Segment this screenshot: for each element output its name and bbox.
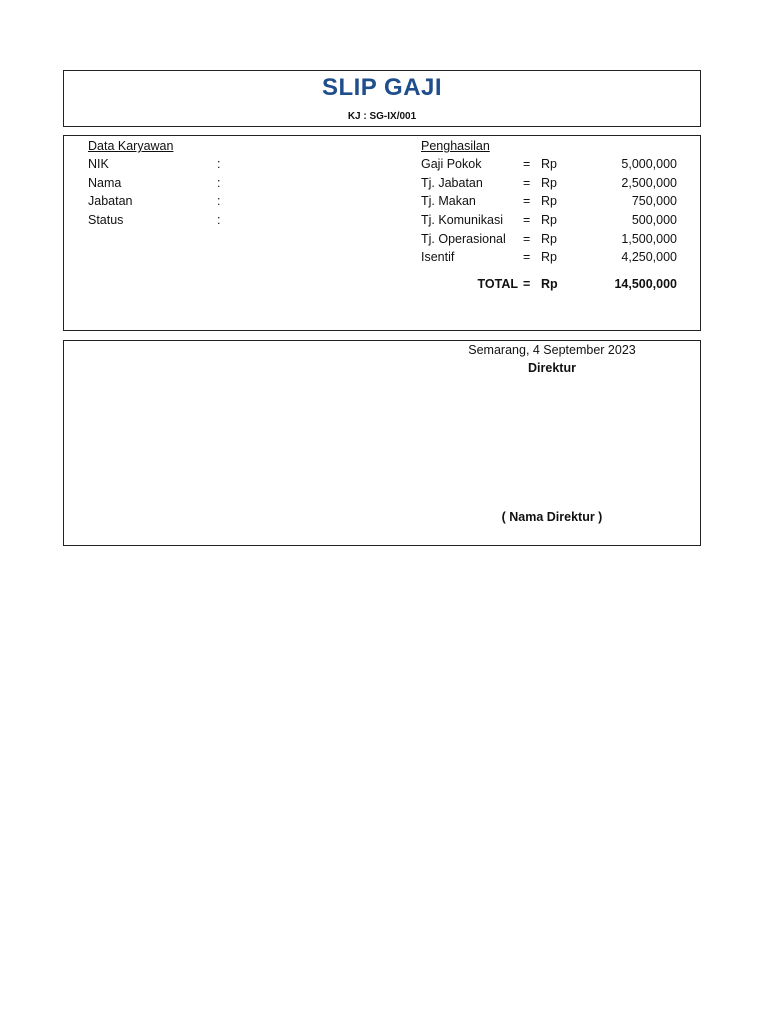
income-item-label: Tj. Operasional (421, 232, 506, 246)
signatory-name: ( Nama Direktur ) (501, 510, 603, 524)
income-item-eq: = (523, 157, 531, 171)
employee-field-separator: : (217, 157, 221, 171)
income-item-currency: Rp (541, 213, 557, 227)
income-item-label: Tj. Jabatan (421, 176, 483, 190)
income-item-currency: Rp (541, 232, 557, 246)
signature-section (63, 340, 701, 546)
employee-field-separator: : (217, 194, 221, 208)
slip-code: KJ : SG-IX/001 (347, 111, 417, 122)
employee-field-label: Status (88, 213, 124, 227)
income-item-amount: 750,000 (631, 194, 677, 208)
total-amount: 14,500,000 (614, 277, 677, 291)
income-item-eq: = (523, 194, 531, 208)
total-eq: = (523, 277, 531, 291)
income-item-eq: = (523, 232, 531, 246)
total-currency: Rp (541, 277, 558, 291)
income-item-eq: = (523, 213, 531, 227)
income-item-label: Tj. Komunikasi (421, 213, 503, 227)
income-item-amount: 2,500,000 (621, 176, 677, 190)
signatory-role: Direktur (528, 361, 576, 375)
employee-heading: Data Karyawan (88, 139, 174, 153)
place-date: Semarang, 4 September 2023 (468, 343, 636, 357)
income-item-label: Tj. Makan (421, 194, 476, 208)
employee-field-label: Jabatan (88, 194, 133, 208)
employee-field-separator: : (217, 176, 221, 190)
employee-field-separator: : (217, 213, 221, 227)
income-item-amount: 4,250,000 (621, 250, 677, 264)
income-item-amount: 500,000 (631, 213, 677, 227)
income-item-eq: = (523, 176, 531, 190)
income-item-amount: 1,500,000 (621, 232, 677, 246)
total-label: TOTAL (477, 277, 518, 291)
slip-details (63, 135, 701, 331)
employee-field-label: NIK (88, 157, 109, 171)
page-title: SLIP GAJI (321, 74, 443, 101)
income-item-currency: Rp (541, 157, 557, 171)
income-item-label: Gaji Pokok (421, 157, 482, 171)
income-item-eq: = (523, 250, 531, 264)
income-item-currency: Rp (541, 250, 557, 264)
income-item-amount: 5,000,000 (621, 157, 677, 171)
income-item-currency: Rp (541, 176, 557, 190)
slip-header (63, 70, 701, 127)
employee-field-label: Nama (88, 176, 122, 190)
income-item-label: Isentif (421, 250, 455, 264)
income-heading: Penghasilan (421, 139, 490, 153)
income-item-currency: Rp (541, 194, 557, 208)
